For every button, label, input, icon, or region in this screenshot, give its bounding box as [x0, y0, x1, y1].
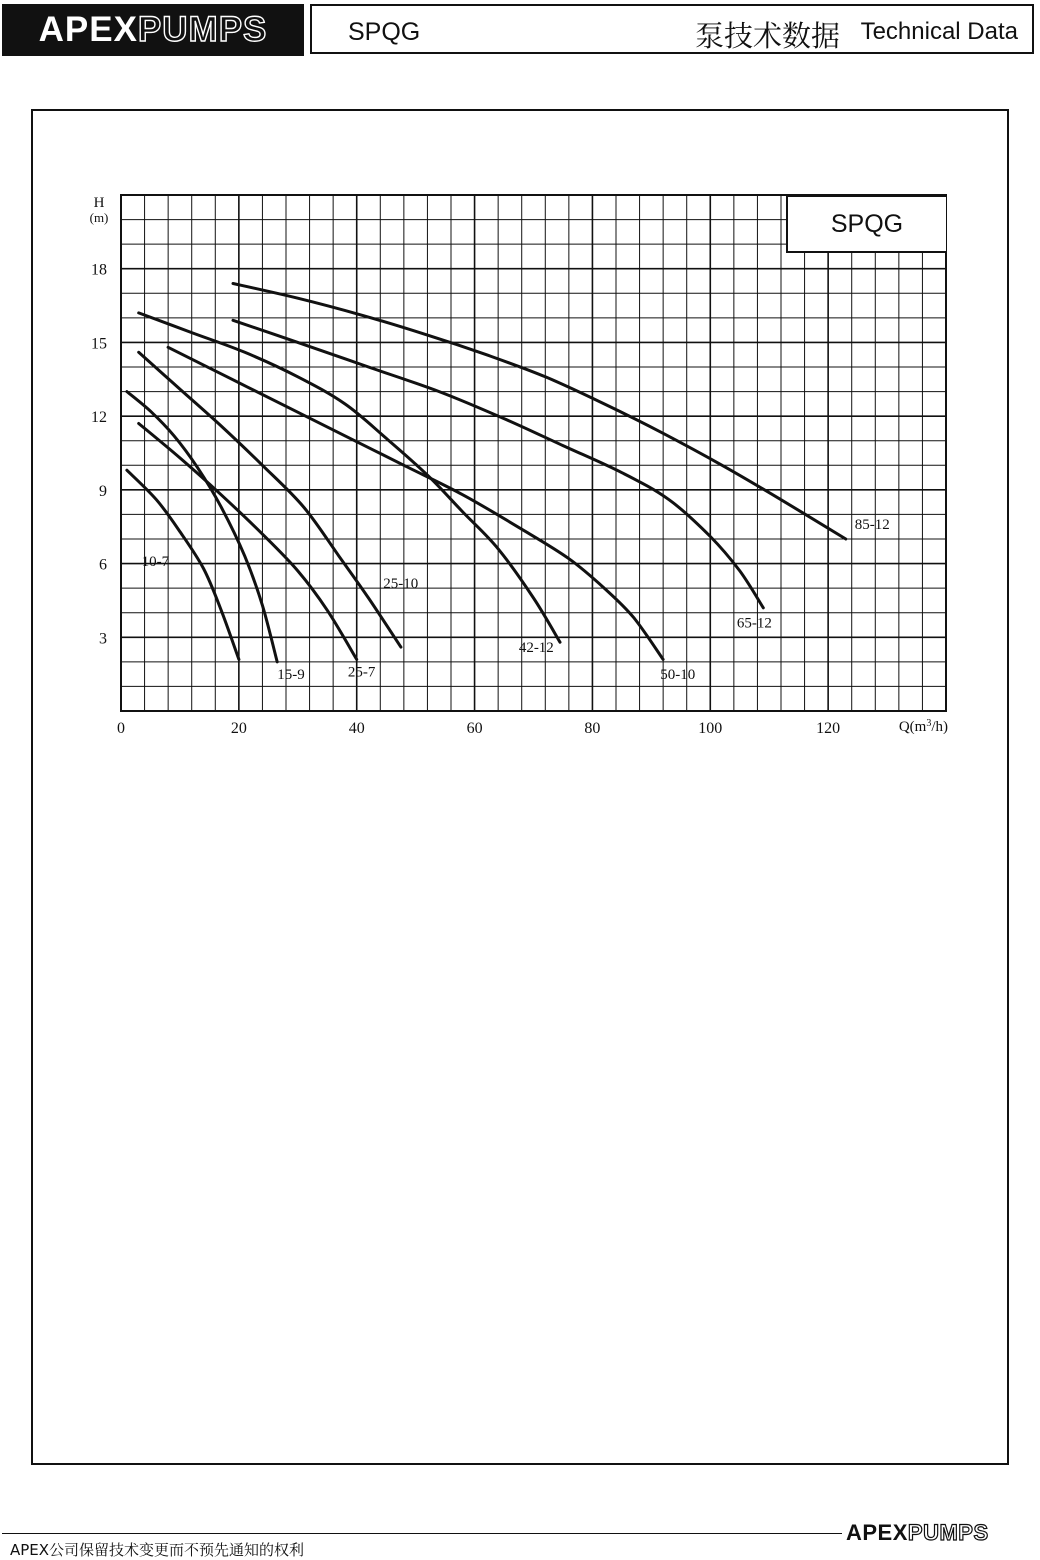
- y-tick-label: 12: [91, 409, 107, 427]
- footer-logo-apex: APEX: [846, 1520, 908, 1545]
- curve-85-12: [233, 284, 846, 540]
- series-label-25-7: 25-7: [347, 664, 376, 681]
- series-label-15-9: 15-9: [277, 667, 305, 684]
- y-tick-label: 6: [99, 556, 107, 574]
- series-label-50-10: 50-10: [660, 667, 696, 684]
- series-label-25-10: 25-10: [383, 576, 419, 593]
- y-axis-label: H: [93, 195, 105, 211]
- y-tick-label: 9: [99, 482, 107, 500]
- x-tick-label: 60: [466, 720, 483, 737]
- y-tick-label: 18: [91, 261, 107, 279]
- series-label-42-12: 42-12: [518, 640, 554, 657]
- footer-logo-pumps: PUMPS: [907, 1520, 989, 1545]
- x-tick-label: 20: [230, 720, 247, 737]
- x-tick-label: 40: [348, 720, 365, 737]
- logo-word-pumps: PUMPS: [137, 10, 268, 49]
- footer-divider: [2, 1533, 842, 1534]
- footer-disclaimer: APEX公司保留技术变更而不预先通知的权利: [10, 1541, 305, 1559]
- series-label-65-12: 65-12: [736, 615, 772, 632]
- model-name: SPQG: [348, 18, 421, 46]
- y-axis-unit: (m): [89, 210, 109, 225]
- curve-25-10: [139, 352, 401, 647]
- x-tick-label: 100: [698, 720, 723, 737]
- y-tick-label: 15: [91, 335, 107, 353]
- footer-logo: [846, 1520, 989, 1546]
- x-tick-label: 120: [816, 720, 841, 737]
- logo-word-apex: APEX: [38, 10, 138, 49]
- page-title-cn: 泵技术数据: [694, 19, 840, 53]
- series-label-10-7: 10-7: [141, 554, 170, 571]
- x-tick-label: 80: [584, 720, 601, 737]
- plot-border: [121, 195, 946, 711]
- x-tick-label: 0: [117, 720, 125, 737]
- x-axis-label: $Q(m^3/h)$: [898, 717, 948, 735]
- chart-title-box: [786, 195, 946, 253]
- series-label-85-12: 85-12: [854, 517, 890, 534]
- curve-25-7: [139, 424, 357, 660]
- page-title-en: Technical Data: [860, 18, 1018, 45]
- y-tick-label: 3: [99, 630, 107, 648]
- chart-title: SPQG: [830, 209, 904, 238]
